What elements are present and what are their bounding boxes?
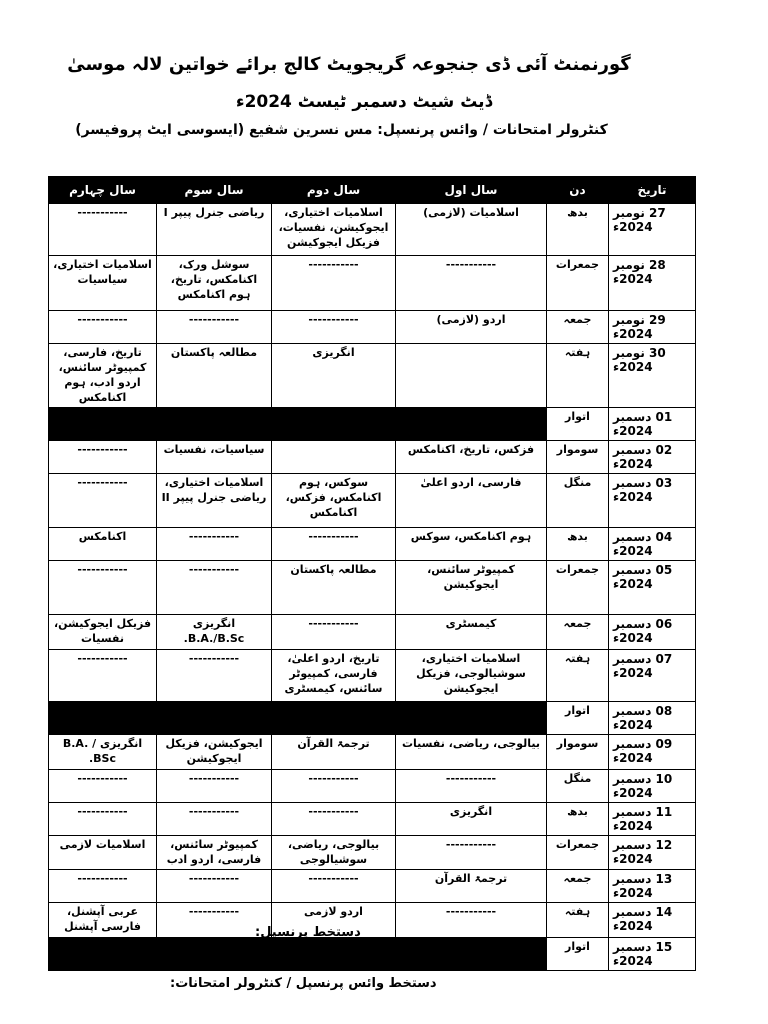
cell-day: منگل	[547, 769, 609, 802]
cell-year3: -----------	[157, 561, 272, 615]
cell-year3: کمپیوٹر سائنس، فارسی، اردو ادب	[157, 835, 272, 870]
table-row	[49, 256, 696, 311]
cell-year2: اردو لازمی	[272, 903, 396, 938]
table-row	[49, 835, 696, 870]
cell-day: جمعرات	[547, 835, 609, 870]
cell-year1: -----------	[396, 835, 547, 870]
table-header-row	[49, 177, 696, 204]
table-row	[49, 344, 696, 408]
cell-date: 01 دسمبر 2024ء	[609, 408, 696, 441]
cell-year4: تاریخ، فارسی، کمپیوٹر سائنس، اردو ادب، ہوم اکنامکس	[49, 344, 157, 408]
table-row	[49, 735, 696, 770]
cell-year3: ایجوکیشن، فزیکل ایجوکیشن	[157, 735, 272, 770]
cell-day: ہفتہ	[547, 903, 609, 938]
cell-date: 29 نومبر 2024ء	[609, 311, 696, 344]
table-row	[49, 408, 696, 441]
table-row	[49, 702, 696, 735]
cell-year1: انگریزی	[396, 802, 547, 835]
cell-year3: -----------	[157, 769, 272, 802]
cell-day: جمعہ	[547, 311, 609, 344]
cell-date: 30 نومبر 2024ء	[609, 344, 696, 408]
cell-year3: اسلامیات اختیاری، ریاضی جنرل پیپر II	[157, 474, 272, 528]
cell-year1: ہوم اکنامکس، سوکس	[396, 528, 547, 561]
cell-date: 13 دسمبر 2024ء	[609, 870, 696, 903]
cell-date: 10 دسمبر 2024ء	[609, 769, 696, 802]
cell-year4: -----------	[49, 204, 157, 256]
principal-signature-label: دستخط پرنسپل:	[255, 925, 361, 940]
cell-day: منگل	[547, 474, 609, 528]
cell-year1: فزکس، تاریخ، اکنامکس	[396, 441, 547, 474]
cell-year4: انگریزی B.A. / BSc.	[49, 735, 157, 770]
cell-year3: -----------	[157, 903, 272, 938]
cell-year4: -----------	[49, 441, 157, 474]
cell-year2: -----------	[272, 311, 396, 344]
cell-year4: اسلامیات لازمی	[49, 835, 157, 870]
holiday-cell	[49, 702, 547, 735]
table-row	[49, 870, 696, 903]
cell-year4: -----------	[49, 870, 157, 903]
cell-day: اتوار	[547, 702, 609, 735]
cell-year3: سوشل ورک، اکنامکس، تاریخ، ہوم اکنامکس	[157, 256, 272, 311]
cell-year1: بیالوجی، ریاضی، نفسیات	[396, 735, 547, 770]
cell-day: جمعہ	[547, 615, 609, 650]
cell-year3: مطالعہ پاکستان	[157, 344, 272, 408]
col-header-day: دن	[547, 177, 609, 204]
cell-year1: -----------	[396, 903, 547, 938]
cell-year2: بیالوجی، ریاضی، سوشیالوجی	[272, 835, 396, 870]
col-header-year2: سال دوم	[272, 177, 396, 204]
col-header-year4: سال چہارم	[49, 177, 157, 204]
cell-year2: سوکس، ہوم اکنامکس، فزکس، اکنامکس	[272, 474, 396, 528]
cell-year2: -----------	[272, 256, 396, 311]
cell-day: اتوار	[547, 938, 609, 971]
table-row	[49, 561, 696, 615]
cell-date: 02 دسمبر 2024ء	[609, 441, 696, 474]
cell-year2: -----------	[272, 870, 396, 903]
cell-date: 06 دسمبر 2024ء	[609, 615, 696, 650]
cell-day: سوموار	[547, 441, 609, 474]
cell-date: 12 دسمبر 2024ء	[609, 835, 696, 870]
cell-date: 14 دسمبر 2024ء	[609, 903, 696, 938]
cell-year1: کمپیوٹر سائنس، ایجوکیشن	[396, 561, 547, 615]
cell-year4: -----------	[49, 311, 157, 344]
col-header-year1: سال اول	[396, 177, 547, 204]
cell-year1: -----------	[396, 769, 547, 802]
cell-year3: انگریزی B.A./B.Sc.	[157, 615, 272, 650]
cell-date: 09 دسمبر 2024ء	[609, 735, 696, 770]
cell-year4: اکنامکس	[49, 528, 157, 561]
cell-day: جمعرات	[547, 561, 609, 615]
datesheet-table	[48, 176, 696, 971]
table-row	[49, 903, 696, 938]
cell-year3: -----------	[157, 311, 272, 344]
cell-year2: اسلامیات اختیاری، ایجوکیشن، نفسیات، فزیکل ایجوکیشن	[272, 204, 396, 256]
cell-date: 15 دسمبر 2024ء	[609, 938, 696, 971]
cell-year2: -----------	[272, 802, 396, 835]
table-row	[49, 938, 696, 971]
holiday-cell	[49, 938, 547, 971]
cell-date: 07 دسمبر 2024ء	[609, 650, 696, 702]
cell-year2: مطالعہ پاکستان	[272, 561, 396, 615]
cell-year1: اسلامیات اختیاری، سوشیالوجی، فزیکل ایجوکیشن	[396, 650, 547, 702]
holiday-cell	[49, 408, 547, 441]
cell-year4: -----------	[49, 802, 157, 835]
cell-year2: -----------	[272, 769, 396, 802]
cell-year4: فزیکل ایجوکیشن، نفسیات	[49, 615, 157, 650]
cell-year2: ترجمۃ القرآن	[272, 735, 396, 770]
cell-year3: -----------	[157, 528, 272, 561]
cell-day: بدھ	[547, 204, 609, 256]
cell-day: سوموار	[547, 735, 609, 770]
cell-year1	[396, 344, 547, 408]
cell-day: ہفتہ	[547, 650, 609, 702]
cell-year1: اردو (لازمی)	[396, 311, 547, 344]
cell-year1: ترجمۃ القرآن	[396, 870, 547, 903]
cell-year2: -----------	[272, 528, 396, 561]
cell-year3: -----------	[157, 802, 272, 835]
cell-year4: -----------	[49, 561, 157, 615]
cell-year4: -----------	[49, 474, 157, 528]
cell-day: اتوار	[547, 408, 609, 441]
cell-date: 11 دسمبر 2024ء	[609, 802, 696, 835]
cell-date: 27 نومبر 2024ء	[609, 204, 696, 256]
cell-year1: فارسی، اردو اعلیٰ	[396, 474, 547, 528]
table-row	[49, 474, 696, 528]
cell-date: 04 دسمبر 2024ء	[609, 528, 696, 561]
cell-year2: -----------	[272, 615, 396, 650]
cell-date: 03 دسمبر 2024ء	[609, 474, 696, 528]
table-row	[49, 441, 696, 474]
table-row	[49, 615, 696, 650]
cell-year4: -----------	[49, 650, 157, 702]
controller-line: کنٹرولر امتحانات / وائس پرنسپل: مس نسرین شفیع (ایسوسی ایٹ پروفیسر)	[75, 122, 608, 138]
table-row	[49, 204, 696, 256]
col-header-year3: سال سوم	[157, 177, 272, 204]
cell-year2: تاریخ، اردو اعلیٰ، فارسی، کمپیوٹر سائنس، کیمسٹری	[272, 650, 396, 702]
col-header-date: تاریخ	[609, 177, 696, 204]
cell-year3: ریاضی جنرل پیپر I	[157, 204, 272, 256]
cell-year1: -----------	[396, 256, 547, 311]
cell-year1: کیمسٹری	[396, 615, 547, 650]
cell-year3: -----------	[157, 870, 272, 903]
cell-day: بدھ	[547, 802, 609, 835]
table-row	[49, 769, 696, 802]
cell-year2: انگریزی	[272, 344, 396, 408]
table-row	[49, 650, 696, 702]
table-row	[49, 802, 696, 835]
table-row	[49, 311, 696, 344]
cell-date: 28 نومبر 2024ء	[609, 256, 696, 311]
datesheet-title: ڈیٹ شیٹ دسمبر ٹیسٹ 2024ء	[235, 92, 493, 112]
cell-year3: سیاسیات، نفسیات	[157, 441, 272, 474]
cell-year1: اسلامیات (لازمی)	[396, 204, 547, 256]
cell-year2	[272, 441, 396, 474]
cell-year4: عربی آپشنل، فارسی آپشنل	[49, 903, 157, 938]
cell-day: ہفتہ	[547, 344, 609, 408]
cell-year3: -----------	[157, 650, 272, 702]
controller-signature-label: دستخط وائس پرنسپل / کنٹرولر امتحانات:	[170, 976, 437, 991]
cell-date: 08 دسمبر 2024ء	[609, 702, 696, 735]
cell-year4: -----------	[49, 769, 157, 802]
cell-day: جمعہ	[547, 870, 609, 903]
cell-day: بدھ	[547, 528, 609, 561]
college-title: گورنمنٹ آئی ڈی جنجوعہ گریجویٹ کالج برائے خواتین لالہ موسیٰ	[67, 54, 631, 75]
table-row	[49, 528, 696, 561]
cell-date: 05 دسمبر 2024ء	[609, 561, 696, 615]
cell-day: جمعرات	[547, 256, 609, 311]
cell-year4: اسلامیات اختیاری، سیاسیات	[49, 256, 157, 311]
